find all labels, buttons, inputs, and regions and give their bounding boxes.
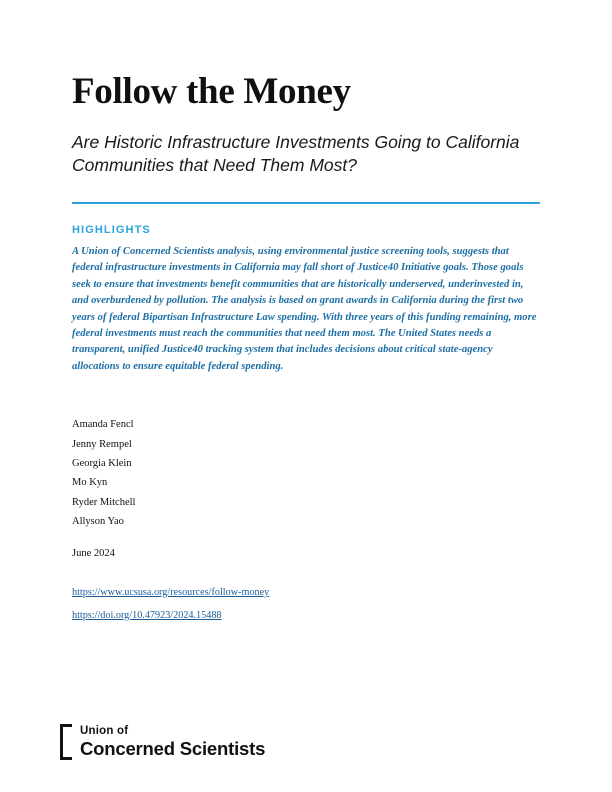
logo-wordmark [80,724,265,760]
logo-line-two: Concerned Scientists [80,737,266,759]
page-subtitle: Are Historic Infrastructure Investments Going to California Communities that Need Them Most? [72,131,520,176]
doi-url-link[interactable]: https://doi.org/10.47923/2024.15488 [72,609,222,621]
author-name: Jenny Rempel [72,438,132,450]
link-list [72,587,540,621]
author-name: Mo Kyn [72,477,108,489]
highlights-paragraph: A Union of Concerned Scientists analysis, using environmental justice screening tools, suggests that federal infrastructure investments in California may fall short of Justice40 Initiative goals. Those goals seek to ensure that investments benefit communities that are historically underserved, underinvested in, and overburdened by pollution. The analysis is based on grant awards in California during the first two years of federal Bipartisan Infrastructure Law spending. With three years of this funding remaining, more federal investments must reach the communities that need them most. The United States needs a transparent, unified Justice40 tracking system that includes decisions about critical state-agency allocations to ensure equitable federal spending. [72,245,537,372]
divider-rule [72,202,540,204]
logo-line-one: Union of [80,725,129,737]
author-name: Amanda Fencl [72,419,134,431]
page-title: Follow the Money [72,71,351,112]
author-name: Allyson Yao [72,516,124,528]
highlights-heading: HIGHLIGHTS [72,223,151,236]
publication-date: June 2024 [72,547,115,559]
author-list [72,415,540,532]
author-name: Ryder Mitchell [72,496,136,508]
author-name: Georgia Klein [72,458,132,470]
ucs-logo [60,724,265,760]
cover-content [72,0,540,633]
logo-bracket-icon [60,724,72,760]
resource-url-link[interactable]: https://www.ucsusa.org/resources/follow-money [72,586,270,598]
